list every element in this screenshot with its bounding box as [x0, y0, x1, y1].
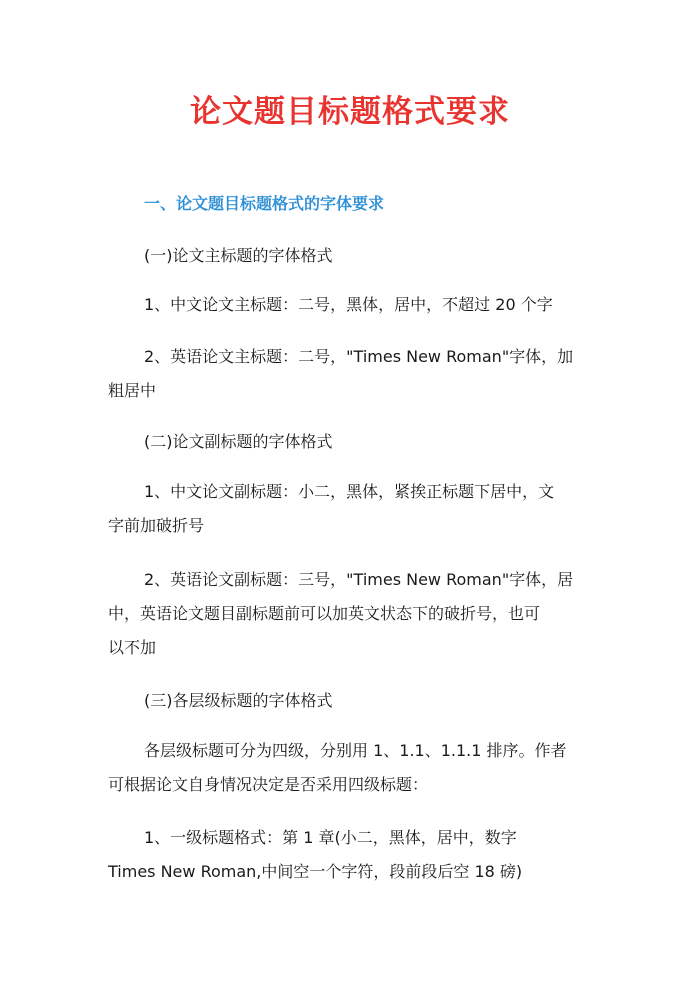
subheading-text: (一)论文主标题的字体格式: [144, 246, 333, 265]
paragraph-line: 可根据论文自身情况决定是否采用四级标题：: [108, 775, 429, 794]
paragraph-line: 1、一级标题格式：第 1 章(小二，黑体，居中，数字: [144, 828, 517, 847]
subheading-main-title-font: [0, 239, 700, 273]
paragraph-line: 2、英语论文主标题：二号，"Times New Roman"字体，加: [144, 347, 574, 366]
subheading-subtitle-font: [0, 425, 700, 459]
paragraph-line: 中，英语论文题目副标题前可以加英文状态下的破折号，也可: [108, 604, 541, 623]
paragraph-english-subtitle: [0, 563, 700, 665]
paragraph-level1-title-format: [0, 821, 700, 889]
paragraph-chinese-main-title: [0, 288, 700, 322]
paragraph-line: 1、中文论文主标题：二号，黑体，居中，不超过 20 个字: [144, 295, 553, 314]
paragraph-chinese-subtitle: [0, 475, 700, 543]
paragraph-level-titles: [0, 734, 700, 802]
subheading-text: (二)论文副标题的字体格式: [144, 432, 333, 451]
paragraph-english-main-title: [0, 340, 700, 408]
paragraph-line: 字前加破折号: [108, 516, 205, 535]
section-heading: 一、论文题目标题格式的字体要求: [144, 194, 385, 213]
paragraph-line: 粗居中: [108, 381, 157, 400]
page-title: 论文题目标题格式要求: [190, 94, 510, 130]
subheading-level-titles-font: [0, 684, 700, 718]
paragraph-line: 各层级标题可分为四级，分别用 1、1.1、1.1.1 排序。作者: [144, 741, 567, 760]
paragraph-line: 以不加: [108, 638, 157, 657]
paragraph-line: 2、英语论文副标题：三号，"Times New Roman"字体，居: [144, 570, 574, 589]
paragraph-line: Times New Roman,中间空一个字符，段前段后空 18 磅): [108, 862, 523, 881]
paragraph-line: 1、中文论文副标题：小二，黑体，紧挨正标题下居中，文: [144, 482, 555, 501]
subheading-text: (三)各层级标题的字体格式: [144, 691, 333, 710]
